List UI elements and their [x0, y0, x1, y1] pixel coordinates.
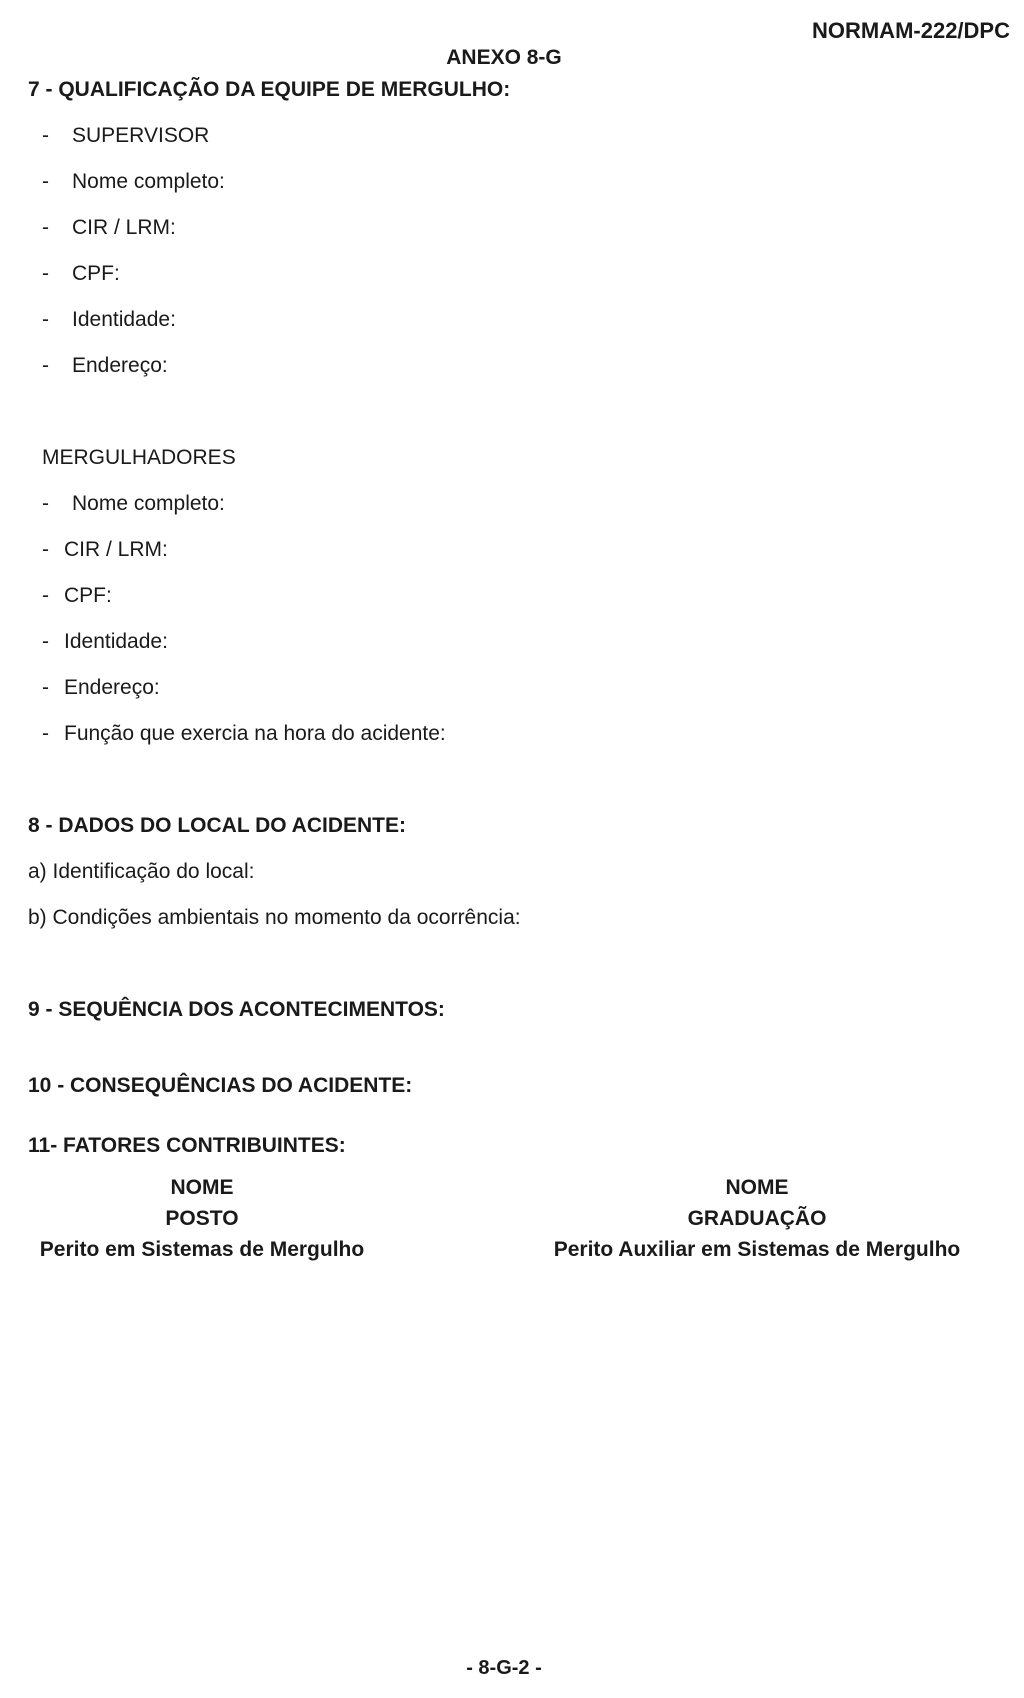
section-10-title: 10 - CONSEQUÊNCIAS DO ACIDENTE:: [28, 1074, 413, 1097]
diver-item: - Nome completo:: [42, 492, 225, 515]
supervisor-item: - SUPERVISOR: [42, 124, 210, 147]
divers-title: MERGULHADORES: [42, 446, 236, 469]
location-identification: a) Identificação do local:: [28, 860, 255, 883]
section-7-title: 7 - QUALIFICAÇÃO DA EQUIPE DE MERGULHO:: [28, 78, 511, 101]
signature-left-rank: POSTO: [165, 1207, 239, 1230]
diver-item: - Função que exercia na hora do acidente:: [42, 722, 446, 745]
section-8-title: 8 - DADOS DO LOCAL DO ACIDENTE:: [28, 814, 407, 837]
signature-left-name: NOME: [170, 1176, 234, 1199]
environmental-conditions: b) Condições ambientais no momento da ocorrência:: [28, 906, 521, 929]
signature-right-name: NOME: [725, 1176, 789, 1199]
supervisor-item: - Identidade:: [42, 308, 176, 331]
supervisor-item: - CPF:: [42, 262, 120, 285]
signature-right-rank: GRADUAÇÃO: [687, 1207, 827, 1230]
supervisor-item: - Nome completo:: [42, 170, 225, 193]
annex-title: ANEXO 8-G: [446, 46, 562, 69]
diver-item: - Identidade:: [42, 630, 168, 653]
signature-right: [542, 1172, 972, 1265]
section-11-title: 11- FATORES CONTRIBUINTES:: [28, 1134, 346, 1157]
diver-item: - CIR / LRM:: [42, 538, 168, 561]
supervisor-item: - Endereço:: [42, 354, 168, 377]
supervisor-item: - CIR / LRM:: [42, 216, 176, 239]
signature-right-role: Perito Auxiliar em Sistemas de Mergulho: [553, 1238, 961, 1261]
document-code: NORMAM-222/DPC: [811, 18, 1010, 43]
signature-left-role: Perito em Sistemas de Mergulho: [39, 1238, 365, 1261]
diver-item: - Endereço:: [42, 676, 160, 699]
signature-left: [28, 1172, 376, 1265]
section-9-title: 9 - SEQUÊNCIA DOS ACONTECIMENTOS:: [28, 998, 445, 1021]
diver-item: - CPF:: [42, 584, 112, 607]
page-number: - 8-G-2 -: [466, 1657, 542, 1679]
